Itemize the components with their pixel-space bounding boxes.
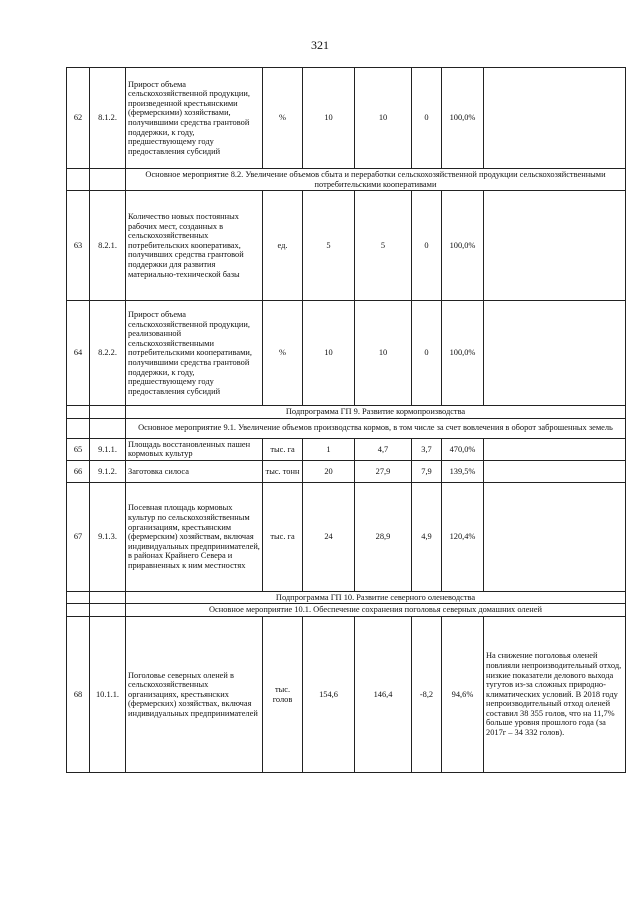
plan-value: 1 [303,438,355,460]
table-row [67,482,626,591]
table-row [67,68,626,169]
percent-value: 100,0% [442,301,484,406]
section-row [67,169,626,191]
subprogram-title: Подпрограмма ГП 9. Развитие кормопроизводства [126,406,626,419]
section-row [67,604,626,617]
plan-value: 5 [303,191,355,301]
note [484,68,626,169]
plan-value: 20 [303,460,355,482]
deviation-value: 0 [412,191,442,301]
empty-cell [90,406,126,419]
empty-cell [90,418,126,438]
row-number: 67 [67,482,90,591]
note [484,438,626,460]
plan-value: 10 [303,301,355,406]
empty-cell [67,406,90,419]
empty-cell [67,418,90,438]
table-row [67,617,626,773]
indicator-code: 10.1.1. [90,617,126,773]
subprogram-title: Подпрограмма ГП 10. Развитие северного оленеводства [126,591,626,604]
table-row [67,438,626,460]
unit: тыс. тонн [263,460,303,482]
unit: тыс. голов [263,617,303,773]
percent-value: 94,6% [442,617,484,773]
indicator-name: Заготовка силоса [126,460,263,482]
row-number: 66 [67,460,90,482]
note [484,301,626,406]
note: На снижение поголовья оленей повлияли непроизводительный отход, низкие показатели делового выхода тугутов из-за сложных природно-климатических условий. В 2018 году непроизводительный отход оленей составил 38 355 голов, что на 11,7% больше уровня прошлого года (за 2017г – 34 332 голов). [484,617,626,773]
deviation-value: 0 [412,301,442,406]
indicators-table [66,67,626,773]
empty-cell [67,169,90,191]
percent-value: 100,0% [442,68,484,169]
indicator-name: Прирост объема сельскохозяйственной продукции, произведенной крестьянскими (фермерскими) хозяйствами, получившими средства грантовой поддержки, к году, предшествующему году предоставления субсидий [126,68,263,169]
empty-cell [90,169,126,191]
indicator-name: Площадь восстановленных пашен кормовых культур [126,438,263,460]
deviation-value: -8,2 [412,617,442,773]
unit: % [263,301,303,406]
indicator-code: 9.1.1. [90,438,126,460]
unit: % [263,68,303,169]
row-number: 65 [67,438,90,460]
unit: ед. [263,191,303,301]
indicator-name: Посевная площадь кормовых культур по сельскохозяйственным организациям, крестьянским (фермерским) хозяйствам, включая индивидуальных предпринимателей, в районах Крайнего Севера и приравненных к ним местностях [126,482,263,591]
row-number: 64 [67,301,90,406]
fact-value: 4,7 [355,438,412,460]
section-title: Основное мероприятие 8.2. Увеличение объемов сбыта и переработки сельскохозяйственной продукции сельскохозяйственными потребительскими кооперативами [126,169,626,191]
plan-value: 154,6 [303,617,355,773]
deviation-value: 0 [412,68,442,169]
indicator-name: Поголовье северных оленей в сельскохозяйственных организациях, крестьянских (фермерских) хозяйствах, включая индивидуальных предпринимателей [126,617,263,773]
row-number: 68 [67,617,90,773]
page-number: 321 [311,38,329,52]
indicator-name: Количество новых постоянных рабочих мест, созданных в сельскохозяйственных потребительских кооперативах, получивших средства грантовой поддержки для развития материально-технической базы [126,191,263,301]
fact-value: 146,4 [355,617,412,773]
percent-value: 139,5% [442,460,484,482]
section-title: Основное мероприятие 9.1. Увеличение объемов производства кормов, в том числе за счет вовлечения в оборот заброшенных земель [126,418,626,438]
note [484,482,626,591]
section-title: Основное мероприятие 10.1. Обеспечение сохранения поголовья северных домашних оленей [126,604,626,617]
fact-value: 28,9 [355,482,412,591]
deviation-value: 4,9 [412,482,442,591]
deviation-value: 3,7 [412,438,442,460]
table-row [67,301,626,406]
empty-cell [90,604,126,617]
unit: тыс. га [263,438,303,460]
plan-value: 10 [303,68,355,169]
percent-value: 100,0% [442,191,484,301]
empty-cell [67,604,90,617]
table-row [67,460,626,482]
indicator-code: 9.1.2. [90,460,126,482]
table-row [67,191,626,301]
percent-value: 470,0% [442,438,484,460]
indicator-code: 8.2.1. [90,191,126,301]
unit: тыс. га [263,482,303,591]
fact-value: 27,9 [355,460,412,482]
section-row [67,406,626,419]
deviation-value: 7,9 [412,460,442,482]
indicator-name: Прирост объема сельскохозяйственной продукции, реализованной сельскохозяйственными потребительскими кооперативами, получившими средства грантовой поддержки, к году, предшествующему году предоставления субсидий [126,301,263,406]
indicator-code: 9.1.3. [90,482,126,591]
note [484,191,626,301]
percent-value: 120,4% [442,482,484,591]
section-row [67,418,626,438]
indicator-code: 8.1.2. [90,68,126,169]
note [484,460,626,482]
indicator-code: 8.2.2. [90,301,126,406]
section-row [67,591,626,604]
fact-value: 10 [355,301,412,406]
row-number: 62 [67,68,90,169]
row-number: 63 [67,191,90,301]
fact-value: 5 [355,191,412,301]
fact-value: 10 [355,68,412,169]
empty-cell [67,591,90,604]
plan-value: 24 [303,482,355,591]
empty-cell [90,591,126,604]
